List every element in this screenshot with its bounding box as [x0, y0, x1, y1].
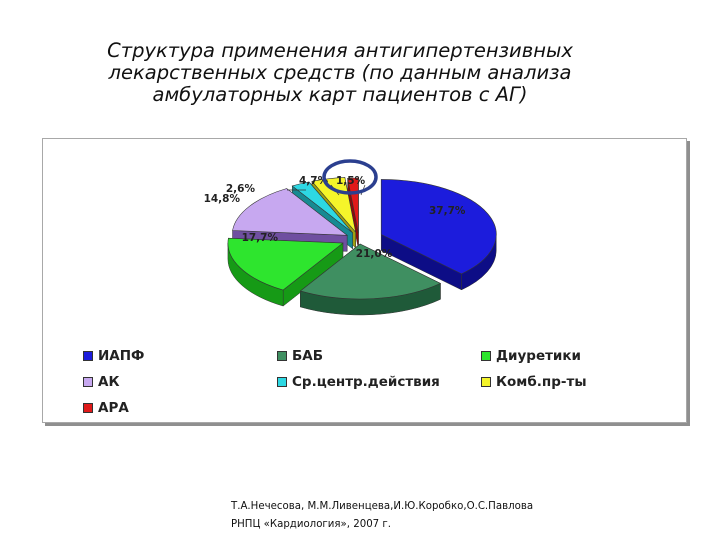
- legend-swatch: [481, 377, 491, 387]
- citation-authors: Т.А.Нечесова, М.М.Ливенцева,И.Ю.Коробко,О.С.Павлова: [231, 501, 534, 512]
- pie-slice-top: [381, 179, 496, 273]
- legend-label: ИАПФ: [98, 348, 145, 364]
- legend-item: [277, 347, 323, 365]
- legend-item: [83, 373, 119, 391]
- legend-label: Диуретики: [496, 348, 582, 364]
- chart-legend: [83, 347, 643, 419]
- title-line: лекарственных средств (по данным анализа: [108, 61, 572, 84]
- legend-swatch: [481, 351, 491, 361]
- citation: [231, 498, 691, 534]
- pie-data-label: 21,0%: [355, 248, 393, 260]
- legend-swatch: [83, 377, 93, 387]
- legend-item: [83, 399, 129, 417]
- legend-label: Ср.центр.действия: [292, 374, 440, 390]
- pie-data-label: 14,8%: [203, 193, 240, 205]
- citation-source: РНПЦ «Кардиология», 2007 г.: [231, 519, 391, 530]
- pie-data-label: 2,6%: [225, 183, 255, 195]
- pie-data-label: 37,7%: [429, 205, 466, 217]
- pie-data-label: 4,7%: [299, 175, 329, 187]
- legend-item: [277, 373, 440, 391]
- title-line: амбулаторных карт пациентов с АГ): [152, 83, 528, 106]
- legend-item: [481, 347, 581, 365]
- legend-item: [83, 347, 144, 365]
- legend-item: [481, 373, 587, 391]
- pie-data-label: 1,5%: [336, 175, 366, 187]
- title-line: Структура применения антигипертензивных: [107, 39, 573, 62]
- legend-swatch: [83, 351, 93, 361]
- legend-label: АРА: [98, 400, 129, 416]
- legend-swatch: [83, 403, 93, 413]
- pie-data-label: 17,7%: [241, 232, 278, 244]
- chart-frame: [42, 138, 687, 423]
- pie-chart: [43, 139, 686, 339]
- legend-label: АК: [98, 374, 120, 390]
- slide-title: [60, 40, 620, 106]
- legend-label: Комб.пр-ты: [496, 374, 587, 390]
- legend-label: БАБ: [292, 348, 324, 364]
- legend-swatch: [277, 377, 287, 387]
- legend-swatch: [277, 351, 287, 361]
